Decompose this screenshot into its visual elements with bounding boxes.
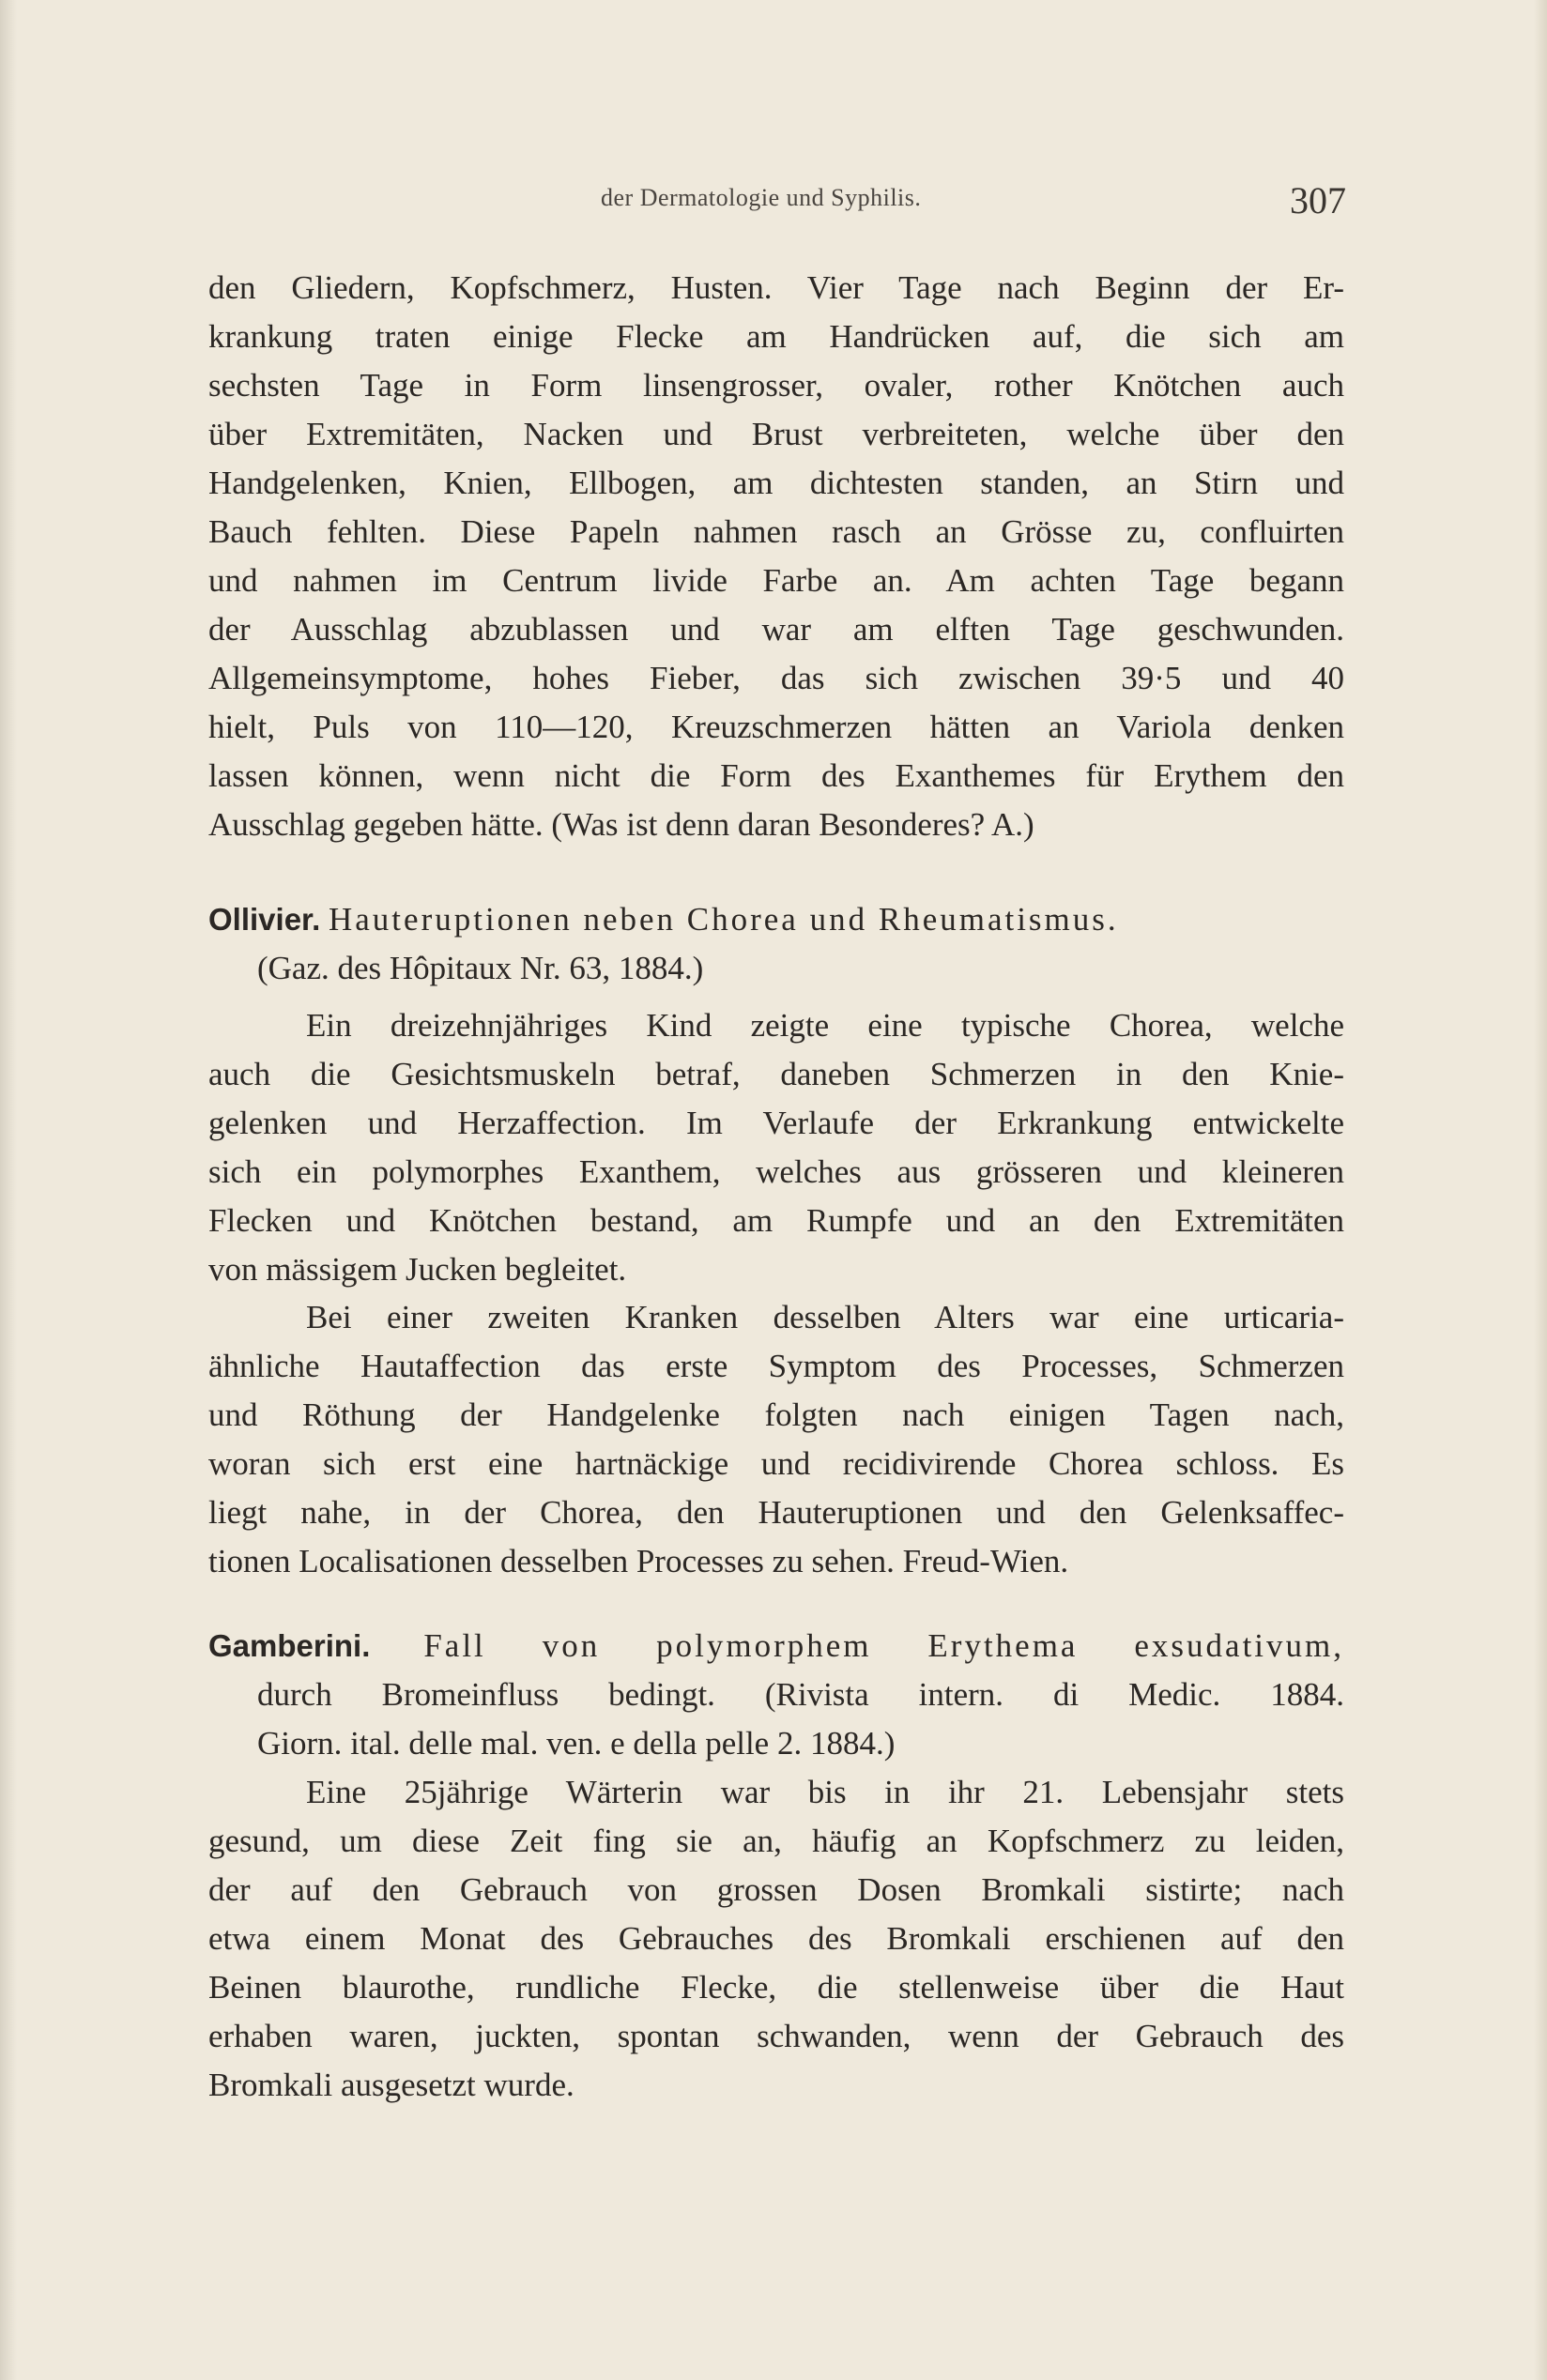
text-line: ähnliche Hautaffection das erste Symptom des Processes, Schmerzen: [208, 1348, 1344, 1384]
text-line: sich ein polymorphes Exanthem, welches aus grösseren und kleineren: [208, 1153, 1344, 1190]
article-title: Fall von polymorphem Erythema exsudativum,: [423, 1627, 1345, 1664]
text-line: Eine 25jährige Wärterin war bis in ihr 21. Lebensjahr stets: [306, 1774, 1344, 1810]
text-line: von mässigem Jucken begleitet.: [208, 1251, 627, 1288]
text-line: über Extremitäten, Nacken und Brust verbreiteten, welche über den: [208, 416, 1344, 452]
text-line: und nahmen im Centrum livide Farbe an. Am achten Tage begann: [208, 562, 1344, 599]
text-line: hielt, Puls von 110—120, Kreuzschmerzen hätten an Variola denken: [208, 709, 1344, 745]
text-line: Handgelenken, Knien, Ellbogen, am dichtesten standen, an Stirn und: [208, 465, 1344, 501]
ollivier-entry-heading: [208, 895, 1344, 993]
ollivier-paragraph-1: [208, 1001, 1344, 1294]
page-number: 307: [1290, 179, 1346, 221]
author-name: Gamberini.: [208, 1628, 371, 1663]
running-title: der Dermatologie und Syphilis.: [601, 184, 922, 211]
paragraph-continuation: [208, 264, 1344, 849]
text-line: Bei einer zweiten Kranken desselben Alters war eine urticaria-: [306, 1299, 1344, 1335]
text-line: Ein dreizehnjähriges Kind zeigte eine typische Chorea, welche: [306, 1007, 1344, 1044]
text-line: tionen Localisationen desselben Processes zu sehen. Freud-Wien.: [208, 1543, 1069, 1579]
text-line: lassen können, wenn nicht die Form des Exanthemes für Erythem den: [208, 757, 1344, 794]
text-line: erhaben waren, juckten, spontan schwanden, wenn der Gebrauch des: [208, 2018, 1344, 2054]
text-line: auch die Gesichtsmuskeln betraf, daneben Schmerzen in den Knie-: [208, 1056, 1344, 1092]
ollivier-paragraph-2: [208, 1293, 1344, 1586]
text-line: Allgemeinsymptome, hohes Fieber, das sich zwischen 39·5 und 40: [208, 660, 1344, 696]
article-title: Hauteruptionen neben Chorea und Rheumatismus.: [329, 901, 1119, 938]
text-line: Ausschlag gegeben hätte. (Was ist denn daran Besonderes? A.): [208, 806, 1034, 843]
text-line: liegt nahe, in der Chorea, den Hauteruptionen und den Gelenksaffec-: [208, 1494, 1344, 1531]
text-line: krankung traten einige Flecke am Handrücken auf, die sich am: [208, 318, 1344, 355]
text-line: sechsten Tage in Form linsengrosser, ovaler, rother Knötchen auch: [208, 367, 1344, 404]
text-line: der auf den Gebrauch von grossen Dosen Bromkali sistirte; nach: [208, 1871, 1344, 1908]
text-line: Flecken und Knötchen bestand, am Rumpfe und an den Extremitäten: [208, 1202, 1344, 1239]
text-line: und Röthung der Handgelenke folgten nach einigen Tagen nach,: [208, 1396, 1344, 1433]
text-line: Beinen blaurothe, rundliche Flecke, die stellenweise über die Haut: [208, 1969, 1344, 2006]
citation: (Gaz. des Hôpitaux Nr. 63, 1884.): [257, 950, 704, 986]
page-right-edge: [1534, 0, 1547, 2380]
text-line: etwa einem Monat des Gebrauches des Bromkali erschienen auf den: [208, 1920, 1344, 1957]
text-line: gelenken und Herzaffection. Im Verlaufe der Erkrankung entwickelte: [208, 1105, 1344, 1141]
text-line: der Ausschlag abzublassen und war am elften Tage geschwunden.: [208, 611, 1344, 648]
text-line: Bromkali ausgesetzt wurde.: [208, 2067, 574, 2103]
text-line: den Gliedern, Kopfschmerz, Husten. Vier Tage nach Beginn der Er-: [208, 269, 1344, 306]
article-title-continued: durch Bromeinfluss bedingt. (Rivista intern. di Medic. 1884.: [257, 1676, 1344, 1713]
gamberini-paragraph: [208, 1768, 1344, 2110]
page-left-edge: [0, 0, 17, 2380]
author-name: Ollivier.: [208, 902, 321, 937]
citation: Giorn. ital. delle mal. ven. e della pelle 2. 1884.): [257, 1725, 896, 1762]
text-line: gesund, um diese Zeit fing sie an, häufig an Kopfschmerz zu leiden,: [208, 1823, 1344, 1859]
text-line: woran sich erst eine hartnäckige und recidivirende Chorea schloss. Es: [208, 1445, 1344, 1482]
text-line: Bauch fehlten. Diese Papeln nahmen rasch an Grösse zu, confluirten: [208, 513, 1344, 550]
gamberini-entry-heading: [208, 1622, 1344, 1768]
